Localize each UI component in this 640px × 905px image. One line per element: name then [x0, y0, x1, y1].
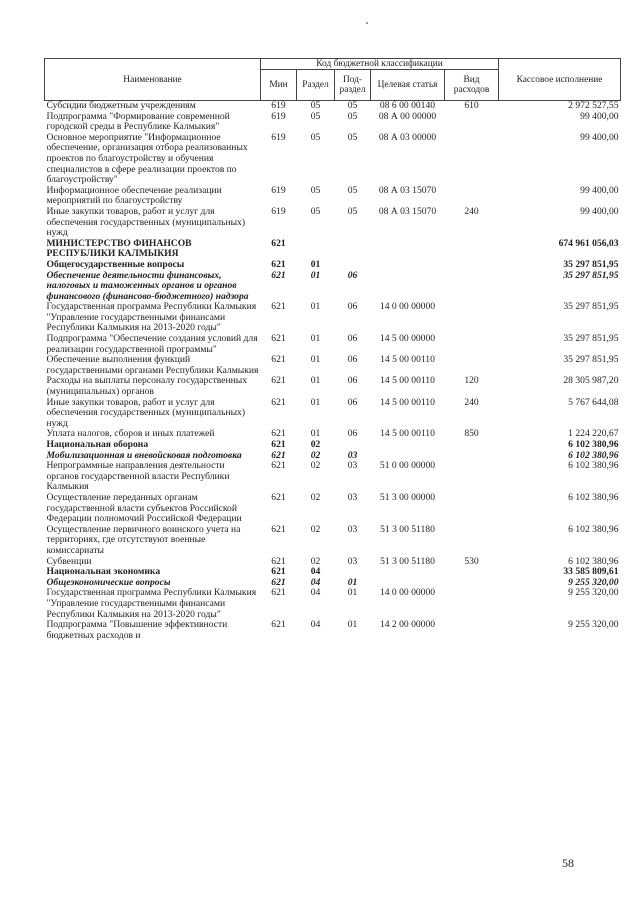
row-name: Государственная программа Республики Калмыкия "Управление государственными финансами Республики Калмыкия на 2013-2020 годы" — [46, 587, 257, 620]
row-name: Субсидии бюджетным учреждениям — [46, 100, 196, 111]
row-expense-type — [445, 355, 499, 376]
row-name: Подпрограмма "Формирование современной городской среды в Республике Калмыкия" — [46, 110, 230, 133]
row-subsection-code: 06 — [347, 396, 358, 408]
row-expense-type — [445, 260, 499, 271]
row-subsection-code: 06 — [347, 375, 358, 387]
row-section-code: 01 — [310, 333, 321, 345]
table-row — [45, 207, 621, 239]
row-section-code: 01 — [310, 375, 321, 387]
row-target-article — [371, 567, 445, 578]
row-ministry-code: 621 — [271, 237, 286, 249]
row-ministry-code: 621 — [271, 258, 286, 270]
row-subsection-code — [335, 440, 371, 451]
row-expense-type: 240 — [464, 396, 479, 408]
row-amount: 9 255 320,00 — [568, 576, 619, 588]
table-body — [45, 101, 621, 642]
row-ministry-code: 621 — [271, 460, 286, 472]
row-target-article: 51 3 00 00000 — [379, 491, 436, 503]
row-amount: 1 224 220,67 — [568, 428, 619, 440]
row-section-code: 01 — [310, 428, 321, 440]
row-amount: 5 767 644,08 — [568, 396, 619, 408]
row-name: Национальная оборона — [46, 439, 149, 450]
row-amount: 9 255 320,00 — [568, 619, 619, 631]
row-name: Субвенции — [46, 555, 92, 567]
row-expense-type — [445, 588, 499, 620]
table-row — [45, 588, 621, 620]
table-row — [45, 186, 621, 207]
row-name: Иные закупки товаров, работ и услуг для обеспечения государственных (муниципальных) нужд — [46, 396, 246, 429]
row-expense-type — [445, 451, 499, 462]
row-section-code: 02 — [310, 449, 321, 461]
row-target-article: 08 А 03 00000 — [378, 131, 437, 143]
row-section-code: 05 — [310, 100, 321, 111]
row-subsection-code: 05 — [347, 110, 358, 122]
header-celevaya: Целевая статья — [371, 70, 445, 101]
row-section-code: 01 — [310, 354, 321, 366]
row-amount: 35 297 851,95 — [563, 258, 619, 270]
row-section-code: 05 — [310, 110, 321, 122]
row-subsection-code: 05 — [347, 184, 358, 196]
row-target-article: 14 5 00 00110 — [380, 428, 435, 440]
row-section-code — [297, 239, 335, 260]
row-target-article: 14 2 00 00000 — [379, 619, 436, 631]
row-target-article: 51 3 00 51180 — [380, 555, 435, 567]
table-row — [45, 239, 621, 260]
row-expense-type — [445, 525, 499, 557]
row-section-code: 01 — [310, 301, 321, 313]
row-expense-type — [445, 239, 499, 260]
row-subsection-code — [335, 239, 371, 260]
row-expense-type: 530 — [464, 555, 479, 567]
row-amount: 674 961 056,03 — [558, 237, 619, 249]
row-target-article: 08 А 03 15070 — [378, 184, 437, 196]
table-row — [45, 271, 621, 303]
row-name: Подпрограмма "Обеспечение создания условий для реализации государственной программы" — [46, 333, 258, 355]
row-expense-type — [445, 334, 499, 355]
row-subsection-code — [335, 260, 371, 271]
row-target-article: 14 5 00 00000 — [379, 333, 436, 345]
header-code-group: Код бюджетной классификации — [261, 59, 499, 70]
row-amount: 99 400,00 — [580, 184, 619, 196]
header-podrazdel: Под-раздел — [335, 70, 371, 101]
row-target-article: 08 А 00 00000 — [378, 110, 437, 122]
row-ministry-code: 619 — [271, 100, 286, 111]
row-amount: 2 972 527,55 — [568, 100, 619, 111]
row-expense-type — [445, 620, 499, 641]
table-row — [45, 355, 621, 376]
table-row — [45, 101, 621, 112]
row-name: Общеэкономические вопросы — [46, 576, 171, 588]
row-section-code: 02 — [310, 523, 321, 535]
row-subsection-code: 06 — [347, 333, 358, 345]
row-ministry-code: 621 — [271, 333, 286, 345]
table-row — [45, 461, 621, 493]
row-expense-type — [445, 133, 499, 186]
row-ministry-code: 619 — [271, 110, 286, 122]
row-amount: 6 102 380,96 — [568, 439, 619, 450]
row-ministry-code: 621 — [271, 491, 286, 503]
row-section-code: 01 — [310, 396, 321, 408]
row-expense-type: 610 — [464, 100, 479, 111]
row-name: Непрограммные направления деятельности органов государственной власти Республики Калмыкия — [46, 460, 230, 493]
row-name: Национальная экономика — [46, 566, 161, 578]
row-amount: 9 255 320,00 — [568, 587, 619, 599]
row-section-code: 02 — [310, 439, 321, 450]
row-section-code: 05 — [310, 131, 321, 143]
table-row — [45, 112, 621, 133]
row-section-code: 04 — [310, 587, 321, 599]
row-ministry-code: 621 — [271, 269, 286, 281]
header-name: Наименование — [45, 59, 261, 101]
row-name: Обеспечение деятельности финансовых, налоговых и таможенных органов и органов финансового (финансово-бюджетного) надзора — [46, 269, 249, 302]
row-subsection-code: 05 — [347, 131, 358, 143]
table-row — [45, 525, 621, 557]
row-section-code: 01 — [310, 269, 321, 281]
row-name: Осуществление первичного воинского учета на территориях, где отсутствуют военные комиссариаты — [46, 523, 241, 556]
header-kassa: Кассовое исполнение — [499, 59, 621, 101]
row-ministry-code: 621 — [271, 396, 286, 408]
row-name: МИНИСТЕРСТВО ФИНАНСОВ РЕСПУБЛИКИ КАЛМЫКИЯ — [46, 237, 192, 260]
row-section-code: 01 — [310, 258, 321, 270]
row-subsection-code: 01 — [347, 619, 358, 631]
row-section-code: 05 — [310, 205, 321, 217]
row-target-article: 08 6 00 00140 — [379, 100, 436, 111]
row-subsection-code: 05 — [347, 205, 358, 217]
row-expense-type — [445, 493, 499, 525]
row-ministry-code: 621 — [271, 587, 286, 599]
row-expense-type — [445, 567, 499, 578]
row-section-code: 02 — [310, 460, 321, 472]
row-amount: 6 102 380,96 — [568, 460, 619, 472]
row-expense-type: 240 — [464, 205, 479, 217]
row-expense-type — [445, 578, 499, 589]
row-ministry-code: 621 — [271, 555, 286, 567]
row-name: Информационное обеспечение реализации мероприятий по благоустройству — [46, 184, 222, 207]
scan-speck — [366, 22, 368, 24]
row-amount: 28 305 987,20 — [563, 375, 619, 387]
row-name: Общегосударственные вопросы — [46, 258, 185, 270]
row-name: Иные закупки товаров, работ и услуг для обеспечения государственных (муниципальных) нужд — [46, 205, 246, 239]
row-target-article: 14 0 00 00000 — [379, 301, 436, 313]
table-row — [45, 376, 621, 397]
row-subsection-code: 05 — [347, 100, 358, 111]
table-row — [45, 334, 621, 355]
row-ministry-code: 621 — [271, 523, 286, 535]
row-expense-type: 850 — [464, 428, 479, 440]
row-expense-type — [445, 112, 499, 133]
table-row — [45, 302, 621, 334]
table-row — [45, 493, 621, 525]
row-name: Обеспечение выполнения функций государственными органами Республики Калмыкия — [46, 354, 259, 376]
row-ministry-code: 619 — [271, 205, 286, 217]
row-name: Подпрограмма "Повышение эффективности бюджетных расходов и — [46, 619, 228, 641]
row-amount: 6 102 380,96 — [568, 523, 619, 535]
row-amount: 33 585 809,61 — [563, 566, 619, 578]
row-ministry-code: 621 — [271, 354, 286, 366]
row-amount: 6 102 380,96 — [568, 449, 619, 461]
row-amount: 99 400,00 — [580, 131, 619, 143]
table-row — [45, 440, 621, 451]
row-target-article: 14 0 00 00000 — [379, 587, 436, 599]
row-amount: 6 102 380,96 — [568, 491, 619, 503]
row-expense-type: 120 — [464, 375, 479, 387]
row-target-article: 14 5 00 00110 — [380, 354, 435, 366]
table-row — [45, 398, 621, 430]
row-section-code: 02 — [310, 491, 321, 503]
row-amount: 35 297 851,95 — [563, 269, 619, 281]
row-name: Осуществление переданных органам государственной власти субъектов Российской Федерации полномочий Российской Федерации — [46, 491, 242, 525]
row-target-article — [371, 260, 445, 271]
row-ministry-code: 621 — [271, 619, 286, 631]
row-ministry-code: 621 — [271, 439, 286, 450]
row-ministry-code: 619 — [271, 184, 286, 196]
row-subsection-code: 01 — [347, 576, 358, 588]
row-subsection-code: 01 — [347, 587, 358, 599]
row-name: Мобилизационная и вневойсковая подготовка — [46, 449, 242, 461]
row-expense-type — [445, 302, 499, 334]
table-row — [45, 620, 621, 641]
row-ministry-code: 621 — [271, 301, 286, 313]
row-subsection-code: 03 — [347, 555, 358, 567]
row-target-article: 08 А 03 15070 — [378, 205, 437, 217]
row-target-article — [371, 440, 445, 451]
row-section-code: 04 — [310, 619, 321, 631]
row-amount: 99 400,00 — [580, 110, 619, 122]
row-target-article: 51 3 00 51180 — [380, 523, 435, 535]
table-header — [45, 59, 621, 101]
header-vid: Вид расходов — [445, 70, 499, 101]
row-ministry-code: 621 — [271, 375, 286, 387]
row-ministry-code: 621 — [271, 449, 286, 461]
row-name: Государственная программа Республики Калмыкия "Управление государственными финансами Республики Калмыкия на 2013-2020 годы" — [46, 301, 257, 334]
row-expense-type — [445, 461, 499, 493]
row-ministry-code: 619 — [271, 131, 286, 143]
row-name: Расходы на выплаты персоналу государственных (муниципальных) органов — [46, 375, 248, 398]
row-ministry-code: 621 — [271, 428, 286, 440]
row-subsection-code: 03 — [347, 449, 358, 461]
header-min: Мин — [261, 70, 297, 101]
row-amount: 35 297 851,95 — [563, 354, 619, 366]
row-expense-type — [445, 440, 499, 451]
row-name: Уплата налогов, сборов и иных платежей — [46, 428, 215, 440]
row-ministry-code: 621 — [271, 576, 286, 588]
row-section-code: 05 — [310, 184, 321, 196]
row-subsection-code: 06 — [347, 301, 358, 313]
row-amount: 35 297 851,95 — [563, 333, 619, 345]
header-razdel: Раздел — [297, 70, 335, 101]
row-section-code: 04 — [310, 576, 321, 588]
row-ministry-code: 621 — [271, 566, 286, 578]
row-section-code: 04 — [310, 566, 321, 578]
row-target-article: 14 5 00 00110 — [380, 396, 435, 408]
row-expense-type — [445, 186, 499, 207]
row-subsection-code: 06 — [347, 354, 358, 366]
row-name: Основное мероприятие "Информационное обеспечение, организация отбора реализованных проектов по благоустройству и обучения специалистов в сфере реализации проектов по благоустройству" — [46, 131, 248, 186]
row-amount: 99 400,00 — [580, 205, 619, 217]
row-target-article: 51 0 00 00000 — [379, 460, 436, 472]
row-subsection-code: 06 — [347, 428, 358, 440]
table-row — [45, 260, 621, 271]
row-amount: 6 102 380,96 — [568, 555, 619, 567]
budget-table — [44, 58, 621, 641]
table-row — [45, 133, 621, 186]
row-subsection-code: 03 — [347, 491, 358, 503]
row-amount: 35 297 851,95 — [563, 301, 619, 313]
row-section-code: 02 — [310, 555, 321, 567]
row-target-article: 14 5 00 00110 — [380, 375, 435, 387]
row-target-article — [371, 239, 445, 260]
row-subsection-code: 06 — [347, 269, 358, 281]
row-target-article — [371, 271, 445, 303]
page-number: 58 — [562, 856, 574, 870]
row-subsection-code: 03 — [347, 523, 358, 535]
row-subsection-code: 03 — [347, 460, 358, 472]
row-expense-type — [445, 271, 499, 303]
